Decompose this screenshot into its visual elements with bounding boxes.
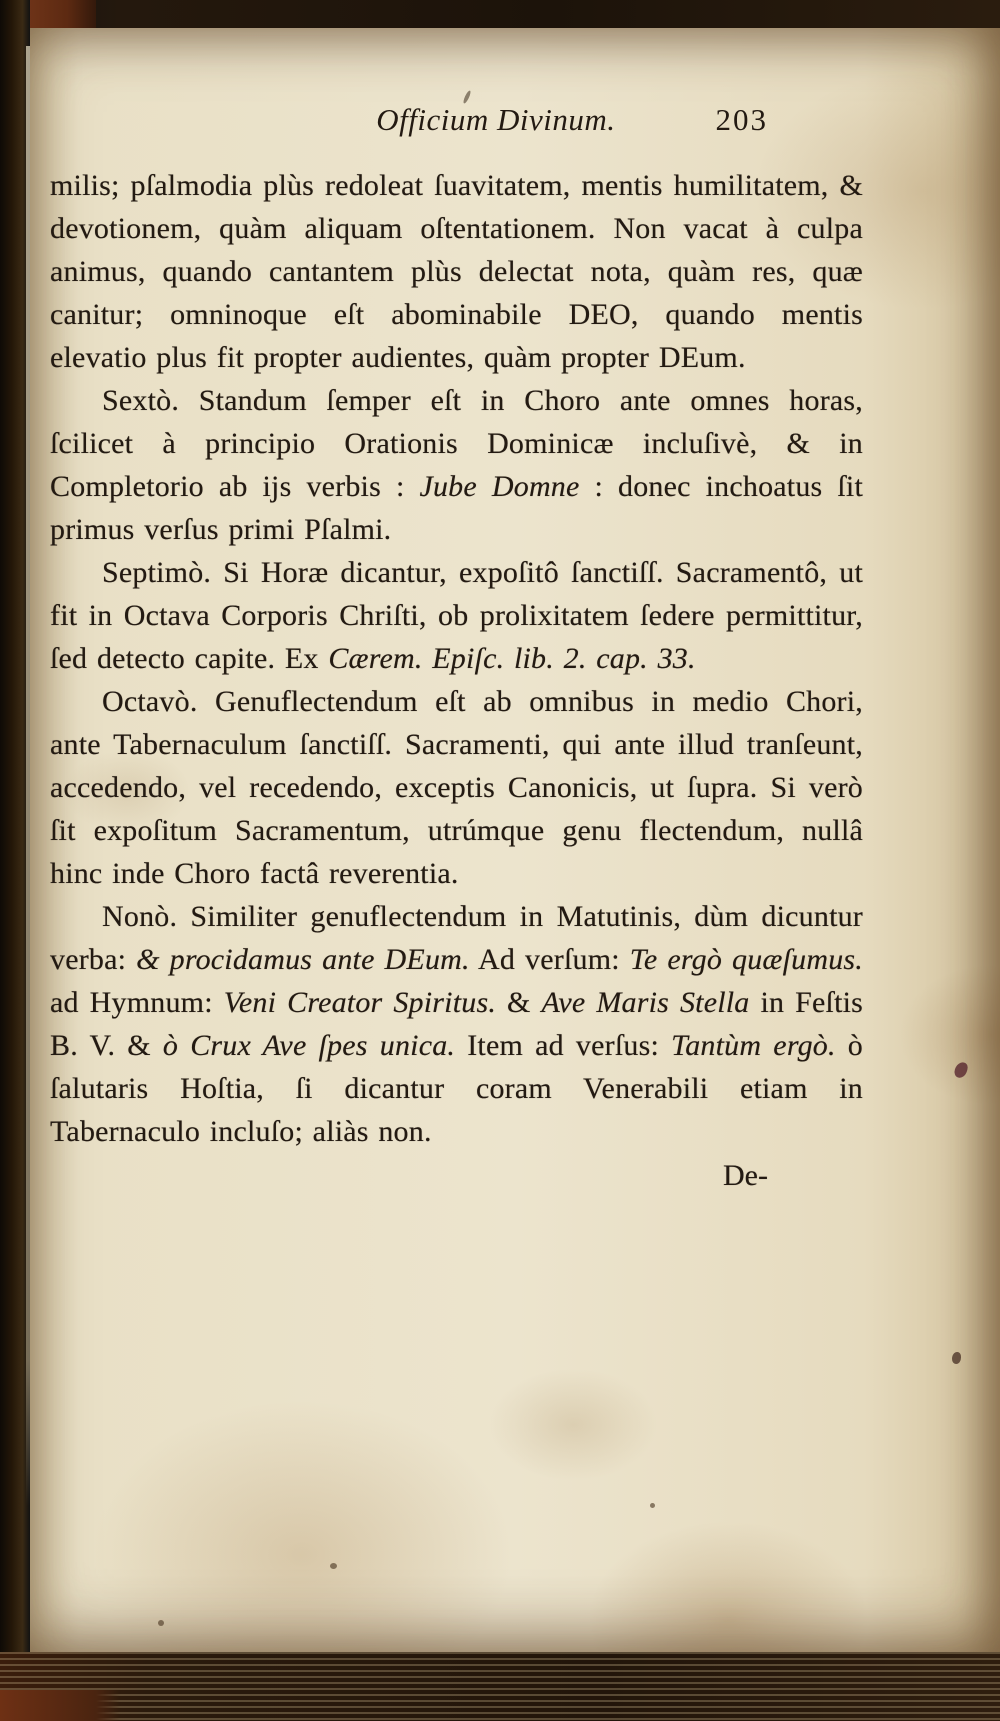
page-number: 203 bbox=[715, 102, 768, 137]
ink-speck bbox=[330, 1563, 337, 1569]
ink-speck bbox=[650, 1503, 655, 1508]
italic-run: & procidamus ante DEum. bbox=[136, 943, 470, 976]
text-run: milis; pſalmodia plùs redoleat ſuavitatem, mentis humilitatem, & devotionem, quàm aliquam oſtentationem. Non vacat à culpa animus, quando cantantem plùs delectat nota, quàm res, quæ canitur; omninoque eſt abominabile DEO, quando mentis elevatio plus fit propter audientes, quàm propter DEum. bbox=[50, 169, 863, 374]
scan-edge-top bbox=[0, 0, 1000, 28]
binding-corner-bottom bbox=[0, 1690, 120, 1721]
text-run: Item ad verſus: bbox=[455, 1029, 672, 1062]
italic-run: Cærem. Epiſc. lib. 2. cap. 33. bbox=[328, 642, 696, 675]
paragraph bbox=[50, 379, 863, 551]
paragraph bbox=[50, 680, 863, 895]
text-run: Nonò. Similiter genuflectendum in Matutinis, dùm dicuntur verba: bbox=[50, 900, 863, 976]
page-header bbox=[30, 102, 1000, 148]
paragraph bbox=[50, 551, 863, 680]
page-body bbox=[50, 164, 863, 1153]
running-title: Officium Divinum. bbox=[376, 102, 616, 137]
italic-run: Tantùm ergò. bbox=[671, 1029, 836, 1062]
text-run: Octavò. Genuflectendum eſt ab omnibus in medio Chori, ante Tabernaculum ſanctiſſ. Sacramenti, qui ante illud tranſeunt, accedendo, vel recedendo, exceptis Canonicis, ut ſupra. Si verò ſit expoſitum Sacramentum, utrúmque genu flectendum, nullâ hinc inde Choro factâ reverentia. bbox=[50, 685, 863, 890]
italic-run: Ave Maris Stella bbox=[541, 986, 750, 1019]
text-run: ò ſalutaris Hoſtia, ſi dicantur coram Venerabili etiam in Tabernaculo incluſo; aliàs non. bbox=[50, 1029, 863, 1148]
text-run: Ad verſum: bbox=[469, 943, 630, 976]
text-run: : donec inchoatus ſit primus verſus primi Pſalmi. bbox=[50, 470, 863, 546]
text-run: & bbox=[496, 986, 542, 1019]
text-run: Sextò. Standum ſemper eſt in Choro ante omnes horas, ſcilicet à principio Orationis Dominicæ incluſivè, & in Completorio ab ijs verbis : bbox=[50, 384, 863, 503]
scan-edge-bottom bbox=[0, 1652, 1000, 1721]
catchword: De- bbox=[723, 1159, 768, 1192]
italic-run: Te ergò quæſumus. bbox=[629, 943, 863, 976]
text-run: in Feſtis B. V. & bbox=[50, 986, 864, 1062]
italic-run: Jube Domne bbox=[419, 470, 580, 503]
ink-speck bbox=[158, 1620, 164, 1626]
paragraph bbox=[50, 895, 863, 1153]
page bbox=[30, 28, 1000, 1652]
italic-run: ò Crux Ave ſpes unica. bbox=[162, 1029, 456, 1062]
italic-run: Veni Creator Spiritus. bbox=[223, 986, 497, 1019]
text-run: Septimò. Si Horæ dicantur, expoſitô ſanctiſſ. Sacramentô, ut fit in Octava Corporis Chriſti, ob prolixitatem ſedere permittitur, ſed detecto capite. Ex bbox=[50, 556, 863, 675]
text-run: ad Hymnum: bbox=[50, 986, 224, 1019]
paragraph bbox=[50, 164, 863, 379]
